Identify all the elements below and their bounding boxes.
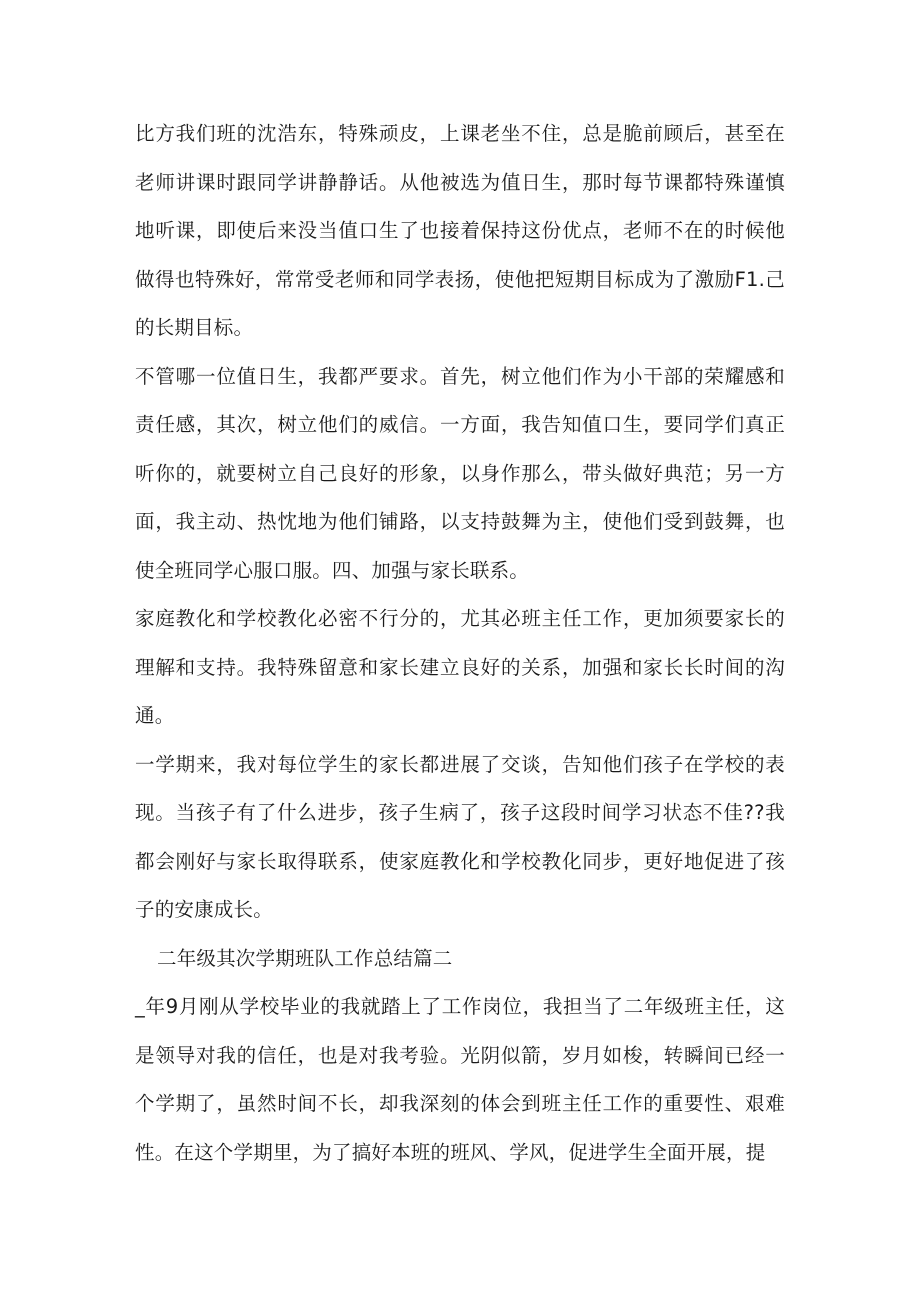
paragraph-1: 比方我们班的沈浩东，特殊顽皮，上课老坐不住，总是脆前顾后，甚至在老师讲课时跟同学讲静静话。从他被选为值日生，那时每节课都特殊谨慎地听课，即使后来没当值口生了也接着保持这份优点，老师不在的时候他做得也特殊好，常常受老师和同学表扬，使他把短期目标成为了激励F1.己的长期目标。	[135, 122, 785, 339]
paragraph-3: 家庭教化和学校教化必密不行分的，尤其必班主任工作，更加须要家长的理解和支持。我特殊留意和家长建立良好的关系，加强和家长长时间的沟通。	[135, 607, 785, 727]
paragraph-4: 一学期来，我对每位学生的家长都进展了交谈，告知他们孩子在学校的表现。当孩子有了什么进步，孩子生病了，孩子这段时间学习状态不佳??我都会刚好与家长取得联系，使家庭教化和学校教化同步，更好地促进了孩子的安康成长。	[135, 752, 785, 921]
paragraph-5: _年9月刚从学校毕业的我就踏上了工作岗位，我担当了二年级班主任，这是领导对我的信任，也是对我考验。光阴似箭，岁月如梭，转瞬间已经一个学期了，虽然时间不长，却我深刻的体会到班主任工作的重要性、艰难性。在这个学期里，为了搞好本班的班风、学风，促进学生全面开展，提	[135, 995, 785, 1164]
document-body	[135, 110, 785, 1177]
paragraph-2: 不管哪一位值日生，我都严要求。首先，树立他们作为小干部的荣耀感和责任感，其次，树立他们的威信。一方面，我告知值口生，要同学们真正听你的，就要树立自己良好的形象，以身作那么，带头做好典范；另一方面，我主动、热忱地为他们铺路，以支持鼓舞为主，使他们受到鼓舞，也使全班同学心服口服。四、加强与家长联系。	[135, 364, 785, 582]
section-heading: 二年级其次学期班队工作总结篇二	[157, 946, 453, 970]
